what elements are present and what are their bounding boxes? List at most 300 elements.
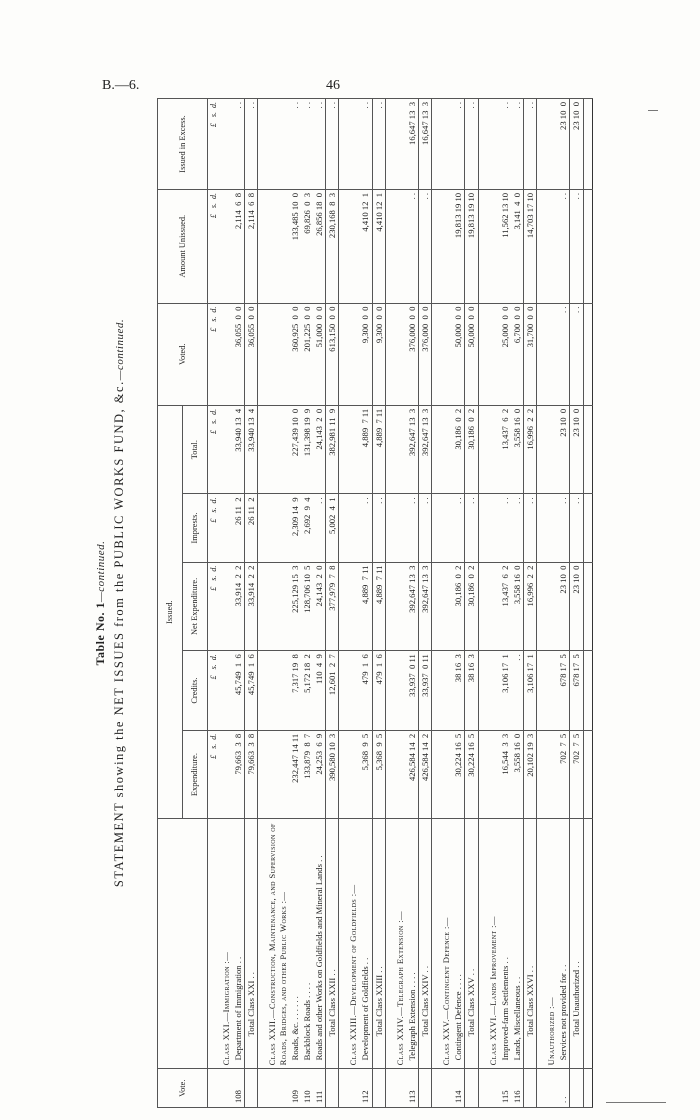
spacer-cell bbox=[478, 405, 487, 494]
unit-cell: £ s. d. bbox=[208, 730, 221, 819]
vote-cell: 114 bbox=[452, 1069, 465, 1108]
header-credits: Credits. bbox=[183, 651, 208, 731]
spacer-cell bbox=[258, 651, 267, 731]
vote-cell bbox=[465, 1069, 478, 1108]
tot-cell: 23 10 0 bbox=[557, 405, 570, 494]
exc-cell: . . bbox=[301, 99, 313, 190]
imp-cell bbox=[220, 494, 232, 562]
spacer-cell bbox=[478, 494, 487, 562]
description-cell: Lands, Miscellaneous . . bbox=[511, 819, 524, 1069]
spacer-cell bbox=[478, 189, 487, 303]
spacer-cell bbox=[339, 405, 348, 494]
spacer-cell bbox=[258, 99, 267, 190]
unis-cell: 4,410 12 1 bbox=[359, 189, 372, 303]
exc-cell: . . bbox=[523, 99, 536, 190]
spacer-cell bbox=[478, 303, 487, 405]
tot-cell: 3,558 16 0 bbox=[511, 405, 524, 494]
title-block bbox=[93, 98, 148, 1108]
unis-cell: 14,703 17 10 bbox=[523, 189, 536, 303]
table-row bbox=[557, 99, 570, 1108]
tot-cell: 30,186 0 2 bbox=[452, 405, 465, 494]
vote-cell: 115 bbox=[499, 1069, 511, 1108]
spacer-cell bbox=[258, 819, 267, 1069]
description-cell: Class XXII.—Construction, Maintenance, and Supervision of Roads, Bridges, and other Public Works :— bbox=[266, 819, 288, 1069]
total-row bbox=[570, 99, 583, 1108]
imp-cell: 2,309 14 9 bbox=[289, 494, 301, 562]
exc-cell bbox=[220, 99, 232, 190]
imp-cell: . . bbox=[313, 494, 326, 562]
voted-cell bbox=[347, 303, 359, 405]
imp-cell: . . bbox=[406, 494, 419, 562]
exc-cell bbox=[266, 99, 288, 190]
table-row bbox=[301, 99, 313, 1108]
spacer-cell bbox=[432, 819, 441, 1069]
net-cell bbox=[394, 562, 406, 651]
total-row bbox=[418, 99, 431, 1108]
description-cell: Class XXI.—Immigration :— bbox=[220, 819, 232, 1069]
spacer-cell bbox=[432, 494, 441, 562]
spacer-cell bbox=[339, 819, 348, 1069]
voted-cell: 31,700 0 0 bbox=[523, 303, 536, 405]
unis-cell: 230,168 8 3 bbox=[326, 189, 339, 303]
cred-cell: 479 1 6 bbox=[372, 651, 385, 731]
net-cell: 392,647 13 3 bbox=[418, 562, 431, 651]
net-cell: 3,558 16 0 bbox=[511, 562, 524, 651]
exc-cell bbox=[440, 99, 452, 190]
vote-cell: 110 bbox=[301, 1069, 313, 1108]
total-row bbox=[372, 99, 385, 1108]
unis-cell: 19,813 19 10 bbox=[452, 189, 465, 303]
header-vote: Vote. bbox=[158, 1069, 208, 1108]
spacer-cell bbox=[258, 189, 267, 303]
spacer-cell bbox=[537, 303, 546, 405]
vote-cell bbox=[418, 1069, 431, 1108]
scan-mark bbox=[648, 110, 658, 111]
vote-cell: 109 bbox=[289, 1069, 301, 1108]
tot-cell: 33,940 13 4 bbox=[245, 405, 258, 494]
spacer-cell bbox=[339, 494, 348, 562]
header-description bbox=[158, 819, 208, 1069]
spacer-cell bbox=[537, 405, 546, 494]
exc-cell: . . bbox=[359, 99, 372, 190]
exp-cell bbox=[545, 730, 557, 819]
cred-cell: 38 16 3 bbox=[452, 651, 465, 731]
vote-cell bbox=[372, 1069, 385, 1108]
unis-cell: . . bbox=[570, 189, 583, 303]
net-cell: 392,647 13 3 bbox=[406, 562, 419, 651]
unit-cell: £ s. d. bbox=[208, 562, 221, 651]
spacer-cell bbox=[478, 1069, 487, 1108]
cred-cell: 12,601 2 7 bbox=[326, 651, 339, 731]
cred-cell: 3,106 17 1 bbox=[499, 651, 511, 731]
vote-cell bbox=[245, 1069, 258, 1108]
spacer-cell bbox=[432, 303, 441, 405]
table-row bbox=[511, 99, 524, 1108]
table-row bbox=[406, 99, 419, 1108]
cred-cell bbox=[487, 651, 499, 731]
unis-cell: 69,826 0 3 bbox=[301, 189, 313, 303]
table-body bbox=[208, 99, 593, 1108]
cred-cell bbox=[347, 651, 359, 731]
exp-cell: 702 7 5 bbox=[570, 730, 583, 819]
spacer-cell bbox=[583, 189, 592, 303]
description-cell: Telegraph Extension . . . . bbox=[406, 819, 419, 1069]
net-cell: 13,437 6 2 bbox=[499, 562, 511, 651]
net-cell: 225,129 15 3 bbox=[289, 562, 301, 651]
spacer-cell bbox=[583, 99, 592, 190]
description-cell: Class XXVI.—Lands Improvement :— bbox=[487, 819, 499, 1069]
description-cell: Roads and other Works on Goldfields and Mineral Lands . . bbox=[313, 819, 326, 1069]
exp-cell: 30,224 16 5 bbox=[465, 730, 478, 819]
spacer-cell bbox=[478, 651, 487, 731]
cred-cell: 3,106 17 1 bbox=[523, 651, 536, 731]
class-heading-row bbox=[347, 99, 359, 1108]
unit-cell: £ s. d. bbox=[208, 189, 221, 303]
voted-cell bbox=[545, 303, 557, 405]
class-heading-row bbox=[266, 99, 288, 1108]
spacer-cell bbox=[385, 494, 394, 562]
vote-cell bbox=[394, 1069, 406, 1108]
total-row bbox=[326, 99, 339, 1108]
unit-cell: £ s. d. bbox=[208, 651, 221, 731]
voted-cell: 376,000 0 0 bbox=[406, 303, 419, 405]
tot-cell: 4,889 7 11 bbox=[372, 405, 385, 494]
imp-cell: . . bbox=[359, 494, 372, 562]
unis-cell bbox=[394, 189, 406, 303]
description-cell: Total Class XXIV . . bbox=[418, 819, 431, 1069]
imp-cell: . . bbox=[418, 494, 431, 562]
imp-cell: . . bbox=[557, 494, 570, 562]
net-cell: 24,143 2 0 bbox=[313, 562, 326, 651]
imp-cell: . . bbox=[465, 494, 478, 562]
imp-cell: . . bbox=[372, 494, 385, 562]
spacer-cell bbox=[432, 730, 441, 819]
tot-cell bbox=[545, 405, 557, 494]
unis-cell bbox=[440, 189, 452, 303]
unis-cell: 3,141 4 0 bbox=[511, 189, 524, 303]
exc-cell bbox=[487, 99, 499, 190]
net-cell: 30,186 0 2 bbox=[452, 562, 465, 651]
vote-cell bbox=[545, 1069, 557, 1108]
tot-cell bbox=[394, 405, 406, 494]
spacer-cell bbox=[432, 189, 441, 303]
tot-cell: 30,186 0 2 bbox=[465, 405, 478, 494]
spacer-cell bbox=[385, 562, 394, 651]
imp-cell: 5,002 4 1 bbox=[326, 494, 339, 562]
net-cell: 128,706 10 5 bbox=[301, 562, 313, 651]
spacer-row bbox=[478, 99, 487, 1108]
total-row bbox=[245, 99, 258, 1108]
unit-cell: £ s. d. bbox=[208, 99, 221, 190]
voted-cell: 6,700 0 0 bbox=[511, 303, 524, 405]
vote-cell bbox=[347, 1069, 359, 1108]
cred-cell: 45,749 1 6 bbox=[232, 651, 245, 731]
unit-cell: £ s. d. bbox=[208, 494, 221, 562]
spacer-row bbox=[339, 99, 348, 1108]
voted-cell: 613,150 0 0 bbox=[326, 303, 339, 405]
page-series: B.—6. bbox=[102, 78, 140, 93]
voted-cell: 25,000 0 0 bbox=[499, 303, 511, 405]
voted-cell bbox=[220, 303, 232, 405]
tot-cell: 23 10 0 bbox=[570, 405, 583, 494]
exp-cell bbox=[487, 730, 499, 819]
spacer-cell bbox=[339, 730, 348, 819]
net-cell bbox=[440, 562, 452, 651]
voted-cell: 376,000 0 0 bbox=[418, 303, 431, 405]
table-row bbox=[452, 99, 465, 1108]
unit-cell bbox=[208, 819, 221, 1069]
exc-cell: . . bbox=[452, 99, 465, 190]
description-cell: Class XXIV.—Telegraph Extension :— bbox=[394, 819, 406, 1069]
cred-cell: 33,937 0 11 bbox=[406, 651, 419, 731]
exc-cell bbox=[394, 99, 406, 190]
exc-cell: . . bbox=[499, 99, 511, 190]
table-row bbox=[499, 99, 511, 1108]
exp-cell bbox=[440, 730, 452, 819]
exp-cell: 79,663 3 8 bbox=[232, 730, 245, 819]
unis-cell: 11,562 13 10 bbox=[499, 189, 511, 303]
scan-mark bbox=[606, 1102, 666, 1103]
imp-cell bbox=[347, 494, 359, 562]
spacer-cell bbox=[339, 1069, 348, 1108]
tot-cell: 382,981 11 9 bbox=[326, 405, 339, 494]
unis-cell: 26,856 18 0 bbox=[313, 189, 326, 303]
description-cell: Roads, &c. . . . . . . bbox=[289, 819, 301, 1069]
spacer-row bbox=[583, 99, 592, 1108]
tot-cell: 392,647 13 3 bbox=[406, 405, 419, 494]
voted-cell: . . bbox=[570, 303, 583, 405]
net-cell bbox=[220, 562, 232, 651]
voted-cell: 51,000 0 0 bbox=[313, 303, 326, 405]
cred-cell: 45,749 1 6 bbox=[245, 651, 258, 731]
description-cell: Improved-farm Settlements . . bbox=[499, 819, 511, 1069]
spacer-cell bbox=[385, 651, 394, 731]
unis-cell: . . bbox=[406, 189, 419, 303]
cred-cell: . . bbox=[511, 651, 524, 731]
imp-cell bbox=[440, 494, 452, 562]
tot-cell: 4,889 7 11 bbox=[359, 405, 372, 494]
spacer-cell bbox=[537, 819, 546, 1069]
exc-cell: 23 10 0 bbox=[570, 99, 583, 190]
imp-cell: . . bbox=[452, 494, 465, 562]
tot-cell bbox=[220, 405, 232, 494]
tot-cell: 227,439 10 0 bbox=[289, 405, 301, 494]
table-row bbox=[359, 99, 372, 1108]
imp-cell bbox=[394, 494, 406, 562]
spacer-cell bbox=[258, 562, 267, 651]
voted-cell bbox=[440, 303, 452, 405]
cred-cell: 479 1 6 bbox=[359, 651, 372, 731]
vote-cell bbox=[440, 1069, 452, 1108]
net-cell: 4,889 7 11 bbox=[359, 562, 372, 651]
table-number: Table No. 1—continued. bbox=[93, 540, 107, 666]
description-cell: Backblock Roads . . . . bbox=[301, 819, 313, 1069]
net-cell: 23 10 0 bbox=[557, 562, 570, 651]
unit-cell: £ s. d. bbox=[208, 303, 221, 405]
description-cell: Department of Immigration . . bbox=[232, 819, 245, 1069]
spacer-cell bbox=[339, 99, 348, 190]
exc-cell: 16,647 13 3 bbox=[418, 99, 431, 190]
spacer-cell bbox=[583, 819, 592, 1069]
spacer-cell bbox=[583, 405, 592, 494]
cred-cell bbox=[220, 651, 232, 731]
total-row bbox=[465, 99, 478, 1108]
spacer-cell bbox=[339, 303, 348, 405]
spacer-cell bbox=[583, 651, 592, 731]
description-cell: Total Class XXV . . bbox=[465, 819, 478, 1069]
unis-cell: 2,114 6 8 bbox=[245, 189, 258, 303]
spacer-row bbox=[432, 99, 441, 1108]
description-cell: Class XXV.—Contingent Defence :— bbox=[440, 819, 452, 1069]
unis-cell: . . bbox=[557, 189, 570, 303]
voted-cell: 201,225 0 0 bbox=[301, 303, 313, 405]
spacer-cell bbox=[583, 303, 592, 405]
description-cell: Total Unauthorized . . bbox=[570, 819, 583, 1069]
header-imprests: Imprests. bbox=[183, 494, 208, 562]
spacer-cell bbox=[385, 1069, 394, 1108]
net-cell: 23 10 0 bbox=[570, 562, 583, 651]
exc-cell: . . bbox=[511, 99, 524, 190]
spacer-cell bbox=[339, 651, 348, 731]
spacer-row bbox=[537, 99, 546, 1108]
header-voted: Voted. bbox=[158, 303, 208, 405]
imp-cell: . . bbox=[570, 494, 583, 562]
spacer-cell bbox=[583, 562, 592, 651]
vote-cell: 116 bbox=[511, 1069, 524, 1108]
vote-cell: 112 bbox=[359, 1069, 372, 1108]
exc-cell bbox=[545, 99, 557, 190]
class-heading-row bbox=[545, 99, 557, 1108]
description-cell: Class XXIII.—Development of Goldfields :— bbox=[347, 819, 359, 1069]
description-cell: Total Class XXVI . . bbox=[523, 819, 536, 1069]
exp-cell: 426,584 14 2 bbox=[418, 730, 431, 819]
table-row bbox=[232, 99, 245, 1108]
imp-cell: 2,692 9 4 bbox=[301, 494, 313, 562]
exp-cell bbox=[347, 730, 359, 819]
spacer-row bbox=[385, 99, 394, 1108]
unis-cell bbox=[487, 189, 499, 303]
exc-cell: 23 10 0 bbox=[557, 99, 570, 190]
spacer-row bbox=[258, 99, 267, 1108]
exp-cell: 20,102 19 3 bbox=[523, 730, 536, 819]
imp-cell bbox=[487, 494, 499, 562]
spacer-cell bbox=[258, 730, 267, 819]
voted-cell bbox=[394, 303, 406, 405]
exc-cell: . . bbox=[326, 99, 339, 190]
exc-cell: . . bbox=[465, 99, 478, 190]
spacer-cell bbox=[258, 405, 267, 494]
spacer-cell bbox=[537, 730, 546, 819]
cred-cell: 110 4 9 bbox=[313, 651, 326, 731]
spacer-cell bbox=[385, 189, 394, 303]
tot-cell: 33,940 13 4 bbox=[232, 405, 245, 494]
cred-cell: 678 17 5 bbox=[570, 651, 583, 731]
spacer-cell bbox=[537, 494, 546, 562]
exc-cell: 16,647 13 3 bbox=[406, 99, 419, 190]
voted-cell: 360,925 0 0 bbox=[289, 303, 301, 405]
exp-cell: 3,558 16 0 bbox=[511, 730, 524, 819]
exc-cell: . . bbox=[289, 99, 301, 190]
description-cell: Total Class XXIII . . bbox=[372, 819, 385, 1069]
vote-cell: 113 bbox=[406, 1069, 419, 1108]
description-cell: Development of Goldfields . . bbox=[359, 819, 372, 1069]
net-cell: 33,914 2 2 bbox=[245, 562, 258, 651]
voted-cell: . . bbox=[557, 303, 570, 405]
vote-cell bbox=[220, 1069, 232, 1108]
tot-cell: 392,647 13 3 bbox=[418, 405, 431, 494]
net-cell: 16,996 2 2 bbox=[523, 562, 536, 651]
imp-cell: . . bbox=[523, 494, 536, 562]
net-cell bbox=[266, 562, 288, 651]
unis-cell bbox=[347, 189, 359, 303]
spacer-cell bbox=[385, 730, 394, 819]
class-heading-row bbox=[394, 99, 406, 1108]
tot-cell bbox=[440, 405, 452, 494]
unis-cell: 133,485 10 0 bbox=[289, 189, 301, 303]
rotated-page bbox=[93, 98, 596, 1108]
spacer-cell bbox=[583, 494, 592, 562]
table-row bbox=[289, 99, 301, 1108]
vote-cell bbox=[487, 1069, 499, 1108]
issues-table bbox=[157, 98, 593, 1108]
voted-cell: 9,300 0 0 bbox=[359, 303, 372, 405]
vote-cell bbox=[266, 1069, 288, 1108]
tot-cell: 24,143 2 0 bbox=[313, 405, 326, 494]
imp-cell: . . bbox=[511, 494, 524, 562]
spacer-cell bbox=[385, 303, 394, 405]
voted-cell: 50,000 0 0 bbox=[465, 303, 478, 405]
voted-cell: 36,055 0 0 bbox=[232, 303, 245, 405]
header-total: Total. bbox=[183, 405, 208, 494]
spacer-cell bbox=[385, 819, 394, 1069]
net-cell: 4,889 7 11 bbox=[372, 562, 385, 651]
spacer-cell bbox=[478, 99, 487, 190]
spacer-cell bbox=[385, 99, 394, 190]
net-cell bbox=[487, 562, 499, 651]
exp-cell: 30,224 16 5 bbox=[452, 730, 465, 819]
vote-cell: 108 bbox=[232, 1069, 245, 1108]
exp-cell bbox=[266, 730, 288, 819]
header-expenditure: Expenditure. bbox=[183, 730, 208, 819]
exp-cell bbox=[394, 730, 406, 819]
net-cell bbox=[347, 562, 359, 651]
imp-cell bbox=[545, 494, 557, 562]
spacer-cell bbox=[478, 562, 487, 651]
spacer-cell bbox=[432, 99, 441, 190]
header-net-expenditure: Net Expenditure. bbox=[183, 562, 208, 651]
net-cell: 30,186 0 2 bbox=[465, 562, 478, 651]
exp-cell: 232,447 14 11 bbox=[289, 730, 301, 819]
tot-cell bbox=[487, 405, 499, 494]
exp-cell: 16,544 3 3 bbox=[499, 730, 511, 819]
imp-cell: 26 11 2 bbox=[245, 494, 258, 562]
exp-cell: 426,584 14 2 bbox=[406, 730, 419, 819]
voted-cell: 36,055 0 0 bbox=[245, 303, 258, 405]
header-amount-unissued: Amount Unissued. bbox=[158, 189, 208, 303]
exp-cell: 5,368 9 5 bbox=[372, 730, 385, 819]
spacer-cell bbox=[258, 494, 267, 562]
net-cell: 33,914 2 2 bbox=[232, 562, 245, 651]
unis-cell bbox=[266, 189, 288, 303]
exc-cell: . . bbox=[232, 99, 245, 190]
exc-cell: . . bbox=[313, 99, 326, 190]
exp-cell: 133,879 8 7 bbox=[301, 730, 313, 819]
description-cell: Total Class XXII . . bbox=[326, 819, 339, 1069]
vote-cell bbox=[570, 1069, 583, 1108]
imp-cell bbox=[266, 494, 288, 562]
unis-cell bbox=[545, 189, 557, 303]
description-cell: Contingent Defence . . . . bbox=[452, 819, 465, 1069]
